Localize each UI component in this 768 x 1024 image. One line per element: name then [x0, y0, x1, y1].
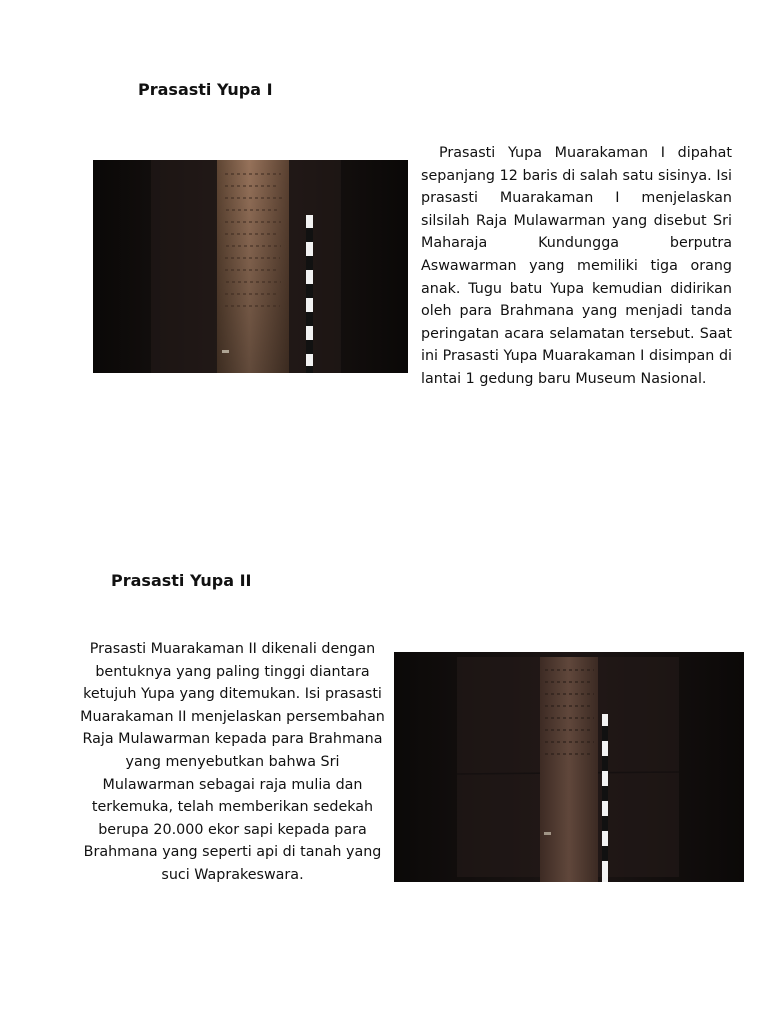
yupa-2-description: Prasasti Muarakaman II dikenali dengan bentuknya yang paling tinggi diantara ketujuh Yupa yang ditemukan. Isi prasasti Muarakaman II menjelaskan persembahan Raja Mulawarman kepada para Brahmana yang menyebutkan bahwa Sri Mulawarman sebagai raja mulia dan terkemuka, telah memberikan sedekah berupa 20.000 ekor sapi kepada para Brahmana yang seperti api di tanah yang suci Waprakeswara. — [80, 641, 385, 883]
yupa-1-photo — [93, 160, 408, 373]
yupa-1-description: Prasasti Yupa Muarakaman I dipahat sepanjang 12 baris di salah satu sisinya. Isi prasasti Muarakaman I menjelaskan silsilah Raja Mulawarman yang disebut Sri Maharaja Kundungga berputra Aswawarman yang memiliki tiga orang anak. Tugu batu Yupa kemudian didirikan oleh para Brahmana yang menjadi tanda peringatan acara selamatan tersebut. Saat ini Prasasti Yupa Muarakaman I disimpan di lantai 1 gedung baru Museum Nasional. — [421, 145, 732, 387]
yupa-2-photo — [394, 652, 744, 882]
section-title-yupa-2: Prasasti Yupa II — [111, 571, 252, 590]
section-title-yupa-1: Prasasti Yupa I — [138, 80, 273, 99]
